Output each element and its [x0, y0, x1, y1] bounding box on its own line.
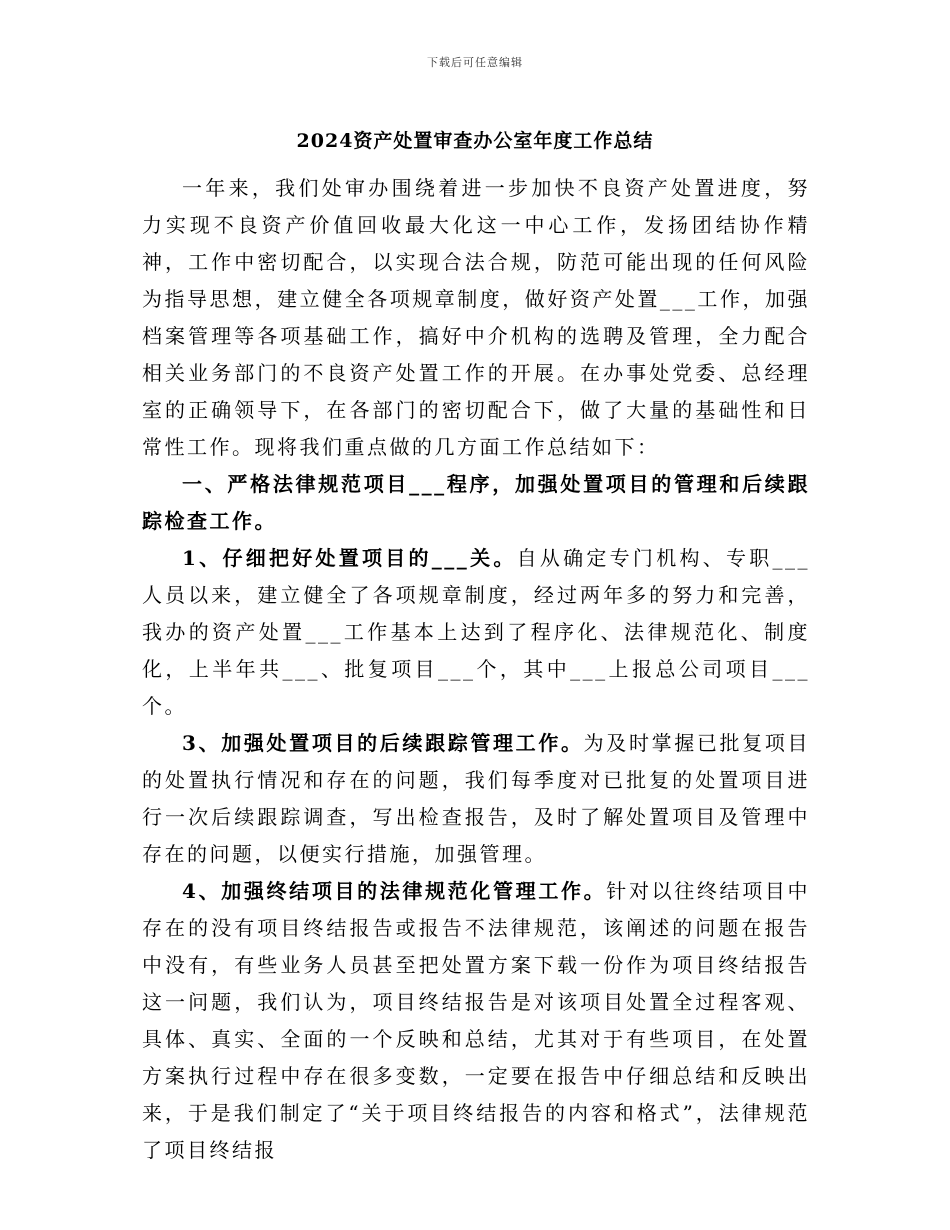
paragraph-text: 为及时掌握已批复项目的处置执行情况和存在的问题，我们每季度对已批复的处置项目进行一次后续跟踪调查，写出检查报告，及时了解处置项目及管理中存在的问题，以便实行措施，加强管理。	[142, 731, 811, 866]
paragraph-text: 自从确定专门机构、专职___人员以来，建立健全了各项规章制度，经过两年多的努力和完善，我办的资产处置___工作基本上达到了程序化、法律规范化、制度化，上半年共___、批复项目___个，其中___上报总公司项目___个。	[142, 546, 811, 718]
paragraph-item-1	[142, 540, 810, 725]
paragraph-lead: 1、仔细把好处置项目的___关。	[182, 546, 517, 570]
section-heading-text: 一、严格法律规范项目___程序，加强处置项目的管理和后续跟踪检查工作。	[142, 472, 810, 533]
paragraph-lead: 4、加强终结项目的法律规范化管理工作。	[182, 879, 607, 903]
paragraph-lead: 3、加强处置项目的后续跟踪管理工作。	[182, 731, 584, 755]
header-note: 下载后可任意编辑	[427, 56, 523, 69]
section-heading-1	[142, 466, 810, 540]
paragraph-item-3	[142, 725, 810, 873]
paragraph-text: 针对以往终结项目中存在的没有项目终结报告或报告不法律规范，该阐述的问题在报告中没有，有些业务人员甚至把处置方案下载一份作为项目终结报告这一问题，我们认为，项目终结报告是对该项目处置全过程客观、具体、真实、全面的一个反映和总结，尤其对于有些项目，在处置方案执行过程中存在很多变数，一定要在报告中仔细总结和反映出来，于是我们制定了“关于项目终结报告的内容和格式”，法律规范了项目终结报	[142, 879, 811, 1162]
document-body	[142, 170, 810, 1169]
paragraph-item-4	[142, 873, 810, 1169]
paragraph-text: 一年来，我们处审办围绕着进一步加快不良资产处置进度，努力实现不良资产价值回收最大化这一中心工作，发扬团结协作精神，工作中密切配合，以实现合法合规，防范可能出现的任何风险为指导思想，建立健全各项规章制度，做好资产处置___工作，加强档案管理等各项基础工作，搞好中介机构的选聘及管理，全力配合相关业务部门的不良资产处置工作的开展。在办事处党委、总经理室的正确领导下，在各部门的密切配合下，做了大量的基础性和日常性工作。现将我们重点做的几方面工作总结如下：	[142, 176, 810, 459]
document-title: 2024资产处置审查办公室年度工作总结	[296, 130, 654, 152]
paragraph-intro	[142, 170, 810, 466]
